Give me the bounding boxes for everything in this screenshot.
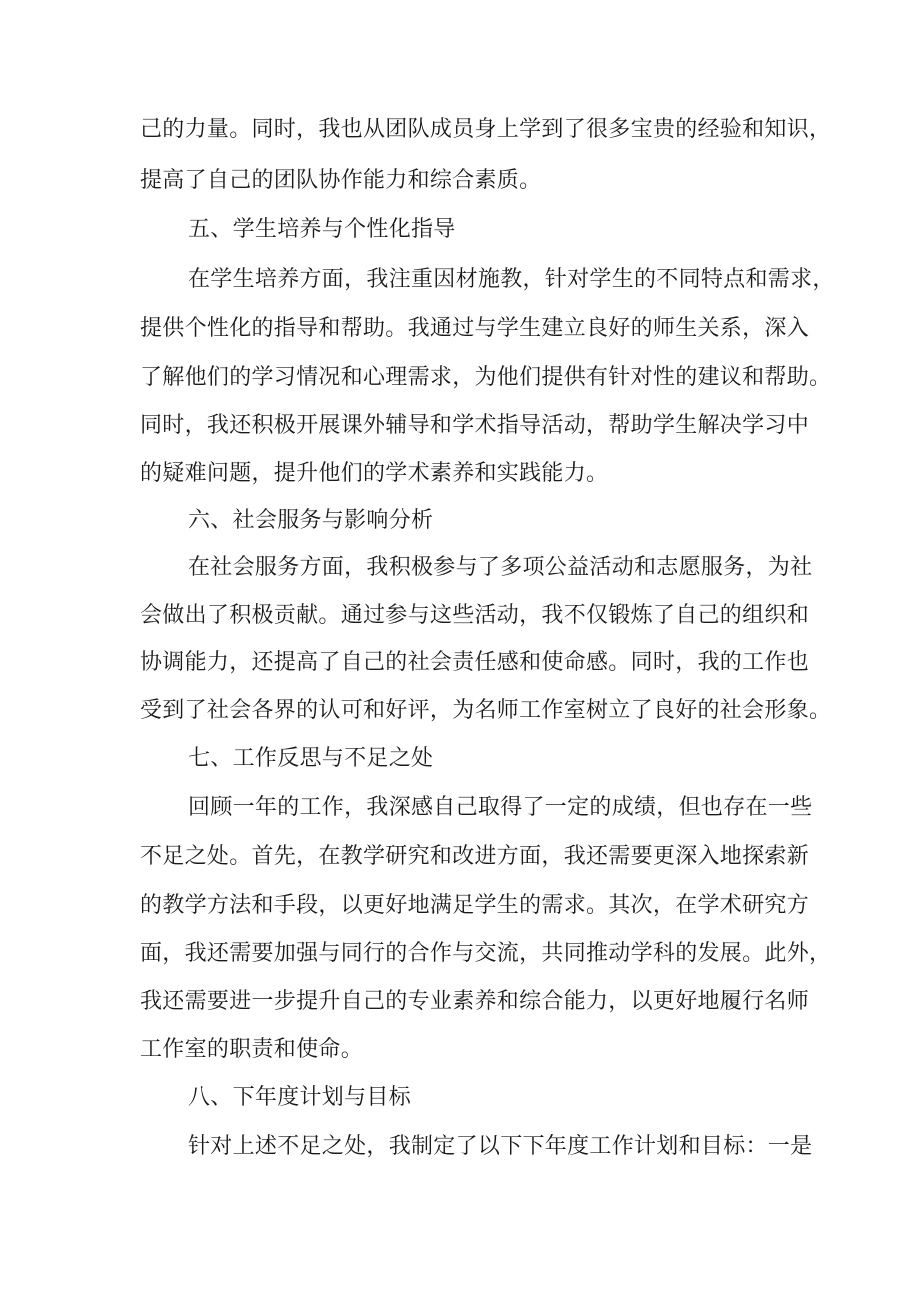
paragraph-line: 工作室的职责和使命。 — [140, 1037, 364, 1062]
paragraph-line: 在社会服务方面，我积极参与了多项公益活动和志愿服务，为社 — [188, 555, 813, 580]
section-heading-8: 八、下年度计划与目标 — [188, 1085, 412, 1110]
paragraph-line: 会做出了积极贡献。通过参与这些活动，我不仅锻炼了自己的组织和 — [140, 603, 810, 628]
paragraph-line: 面，我还需要加强与同行的合作与交流，共同推动学科的发展。此外， — [140, 941, 832, 966]
paragraph-line: 回顾一年的工作，我深感自己取得了一定的成绩，但也存在一些 — [188, 795, 813, 820]
paragraph-line: 我还需要进一步提升自己的专业素养和综合能力，以更好地履行名师 — [140, 989, 810, 1014]
paragraph-line: 的教学方法和手段，以更好地满足学生的需求。其次，在学术研究方 — [140, 893, 810, 918]
paragraph-line: 的疑难问题，提升他们的学术素养和实践能力。 — [140, 461, 609, 486]
section-heading-6: 六、社会服务与影响分析 — [188, 508, 434, 533]
paragraph-line: 提供个性化的指导和帮助。我通过与学生建立良好的师生关系，深入 — [140, 316, 810, 341]
paragraph-line: 同时，我还积极开展课外辅导和学术指导活动，帮助学生解决学习中 — [140, 413, 810, 438]
paragraph-line: 协调能力，还提高了自己的社会责任感和使命感。同时，我的工作也 — [140, 650, 810, 675]
paragraph-line: 己的力量。同时，我也从团队成员身上学到了很多宝贵的经验和知识， — [140, 117, 832, 142]
paragraph-line: 不足之处。首先，在教学研究和改进方面，我还需要更深入地探索新 — [140, 844, 810, 869]
paragraph-line: 了解他们的学习情况和心理需求，为他们提供有针对性的建议和帮助。 — [140, 365, 832, 390]
paragraph-line: 在学生培养方面，我注重因材施教，针对学生的不同特点和需求， — [188, 267, 835, 292]
paragraph-line: 针对上述不足之处，我制定了以下下年度工作计划和目标：一是 — [188, 1134, 813, 1159]
paragraph-line: 受到了社会各界的认可和好评，为名师工作室树立了良好的社会形象。 — [140, 698, 832, 723]
paragraph-line: 提高了自己的团队协作能力和综合素质。 — [140, 168, 542, 193]
section-heading-5: 五、学生培养与个性化指导 — [188, 217, 456, 242]
section-heading-7: 七、工作反思与不足之处 — [188, 746, 434, 771]
